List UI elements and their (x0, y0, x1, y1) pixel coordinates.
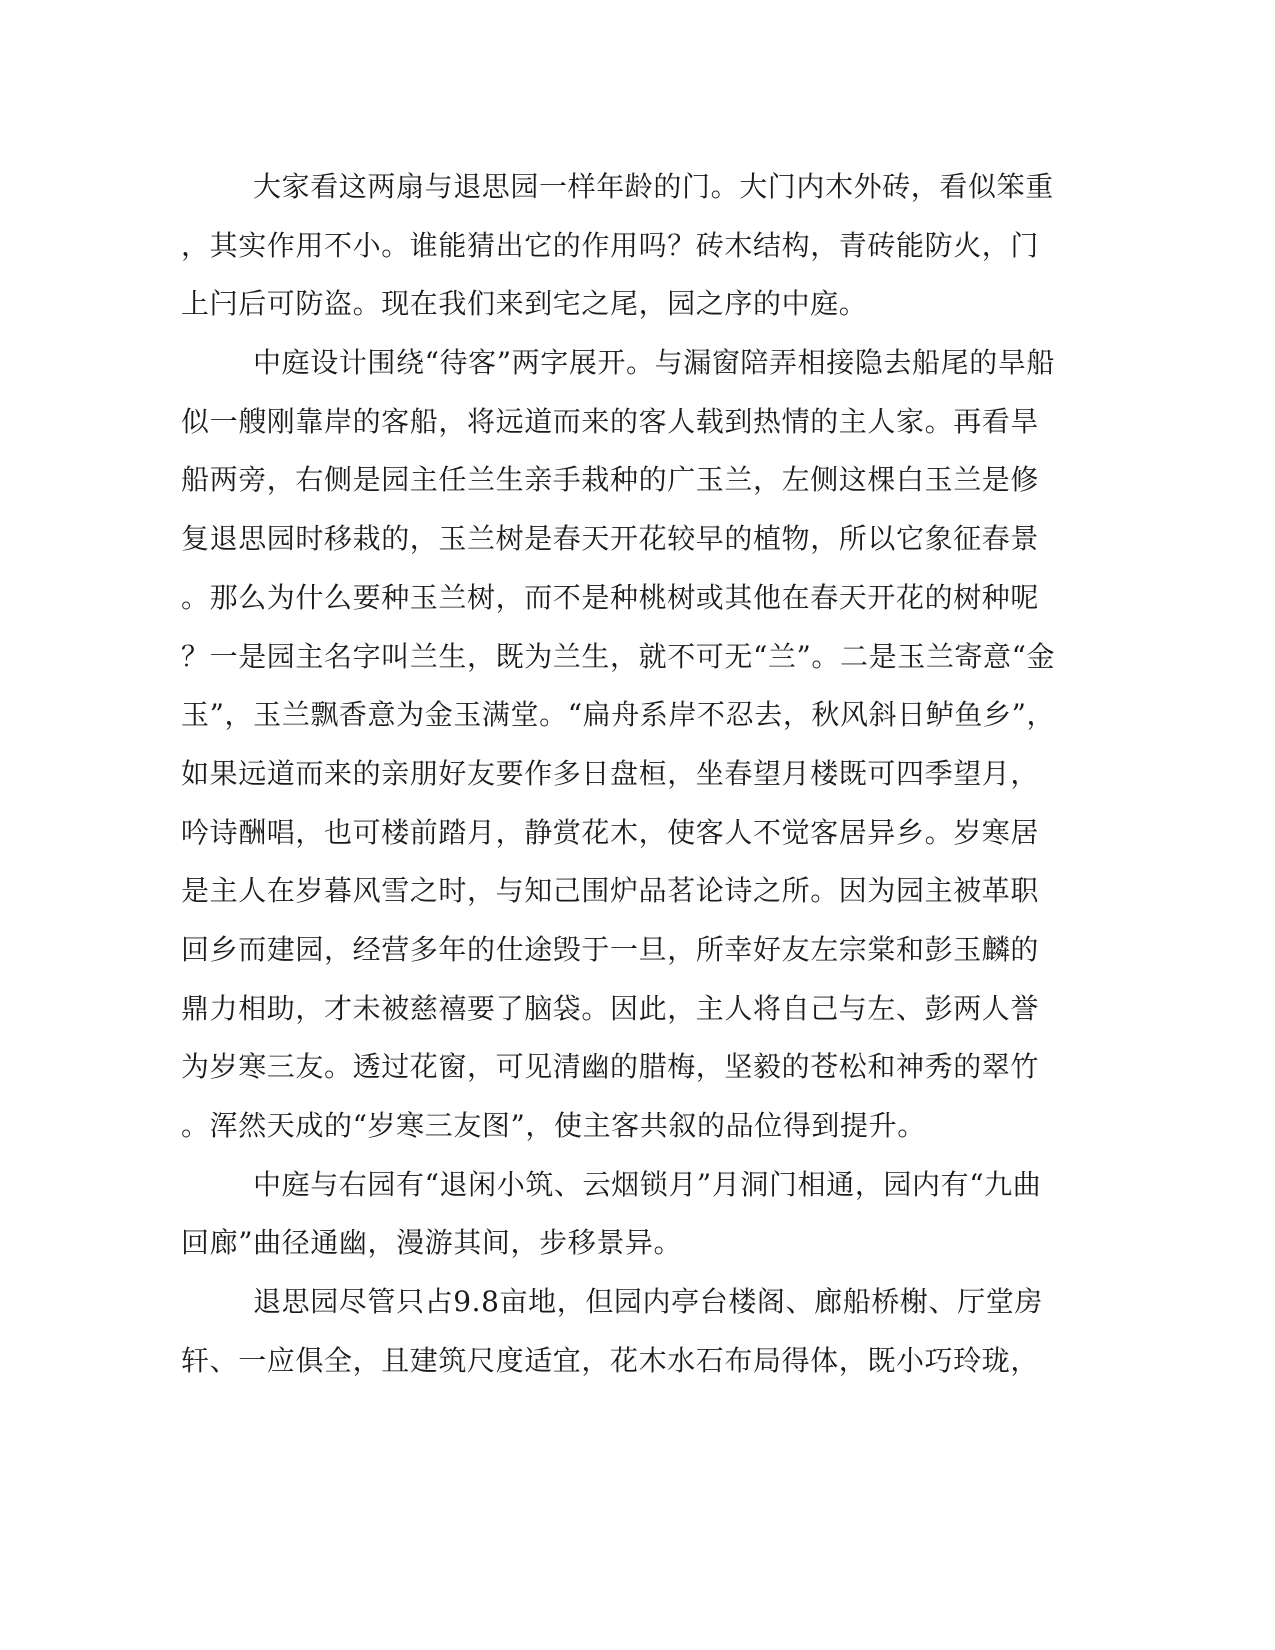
paragraph-line: 中庭设计围绕“待客”两字展开。与漏窗陪弄相接隐去船尾的旱船 (253, 346, 1056, 380)
paragraph-line: 鼎力相助，才未被慈禧要了脑袋。因此，主人将自己与左、彭两人誉 (181, 991, 1040, 1025)
paragraph-line: 回廊”曲径通幽，漫游其间，步移景异。 (181, 1226, 683, 1260)
paragraph-line: 为岁寒三友。透过花窗，可见清幽的腊梅，坚毅的苍松和神秀的翠竹 (181, 1050, 1040, 1084)
paragraph-line: 。那么为什么要种玉兰树，而不是种桃树或其他在春天开花的树种呢 (181, 580, 1040, 614)
paragraph-line: 轩、一应俱全，且建筑尺度适宜，花木水石布局得体，既小巧玲珑， (181, 1343, 1040, 1377)
paragraph-line: 复退思园时移栽的，玉兰树是春天开花较早的植物，所以它象征春景 (181, 522, 1040, 556)
paragraph-line: 大家看这两扇与退思园一样年龄的门。大门内木外砖，看似笨重 (253, 170, 1054, 203)
paragraph-line: 退思园尽管只占9.8亩地，但园内亭台楼阁、廊船桥榭、厅堂房 (253, 1285, 1043, 1319)
paragraph-line: 玉”，玉兰飘香意为金玉满堂。“扁舟系岸不忍去，秋风斜日鲈鱼乡”， (181, 698, 1056, 732)
paragraph-line: 如果远道而来的亲朋好友要作多日盘桓，坐春望月楼既可四季望月， (181, 756, 1040, 790)
paragraph-line: 吟诗酬唱，也可楼前踏月，静赏花木，使客人不觉客居异乡。岁寒居 (181, 815, 1040, 849)
paragraph-line: 上闩后可防盗。现在我们来到宅之尾，园之序的中庭。 (181, 287, 868, 321)
paragraph-line: ？一是园主名字叫兰生，既为兰生，就不可无“兰”。二是玉兰寄意“金 (181, 639, 1056, 673)
paragraph-line: 是主人在岁暮风雪之时，与知己围炉品茗论诗之所。因为园主被革职 (181, 874, 1040, 908)
paragraph-line: 回乡而建园，经营多年的仕途毁于一旦，所幸好友左宗棠和彭玉麟的 (181, 932, 1040, 966)
body-text (181, 158, 1056, 1390)
paragraph-line: 船两旁，右侧是园主任兰生亲手栽种的广玉兰，左侧这棵白玉兰是修 (181, 463, 1040, 497)
paragraph-line: 。浑然天成的“岁寒三友图”，使主客共叙的品位得到提升。 (181, 1109, 926, 1142)
paragraph-line: 中庭与右园有“退闲小筑、云烟锁月”月洞门相通，园内有“九曲 (253, 1167, 1042, 1201)
paragraph-line: 似一艘刚靠岸的客船，将远道而来的客人载到热情的主人家。再看旱 (181, 404, 1040, 438)
paragraph-line: ，其实作用不小。谁能猜出它的作用吗？砖木结构，青砖能防火，门 (181, 228, 1040, 262)
